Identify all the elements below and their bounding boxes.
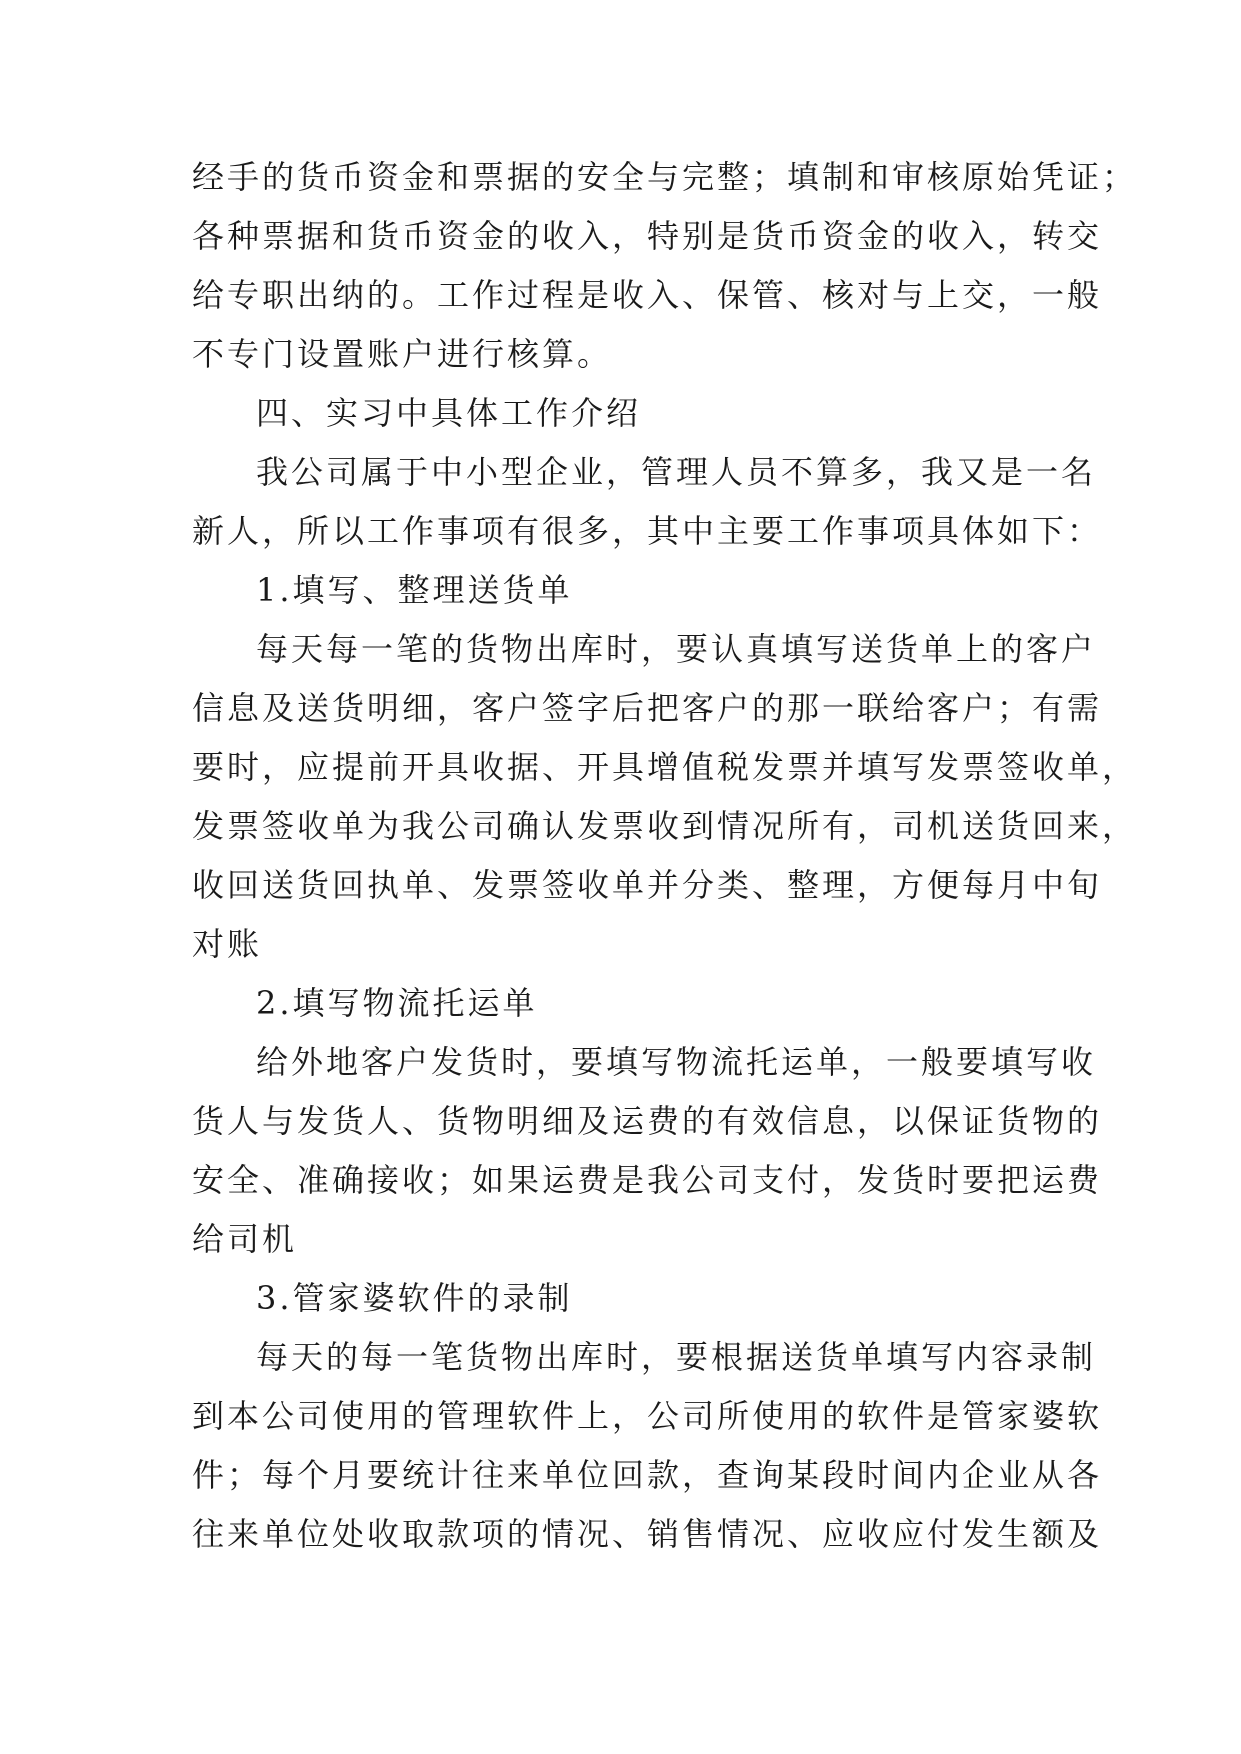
paragraph-line: 信息及送货明细，客户签字后把客户的那一联给客户；有需 xyxy=(192,689,1103,727)
paragraph-line: 到本公司使用的管理软件上，公司所使用的软件是管家婆软 xyxy=(192,1397,1103,1435)
paragraph-start-line: 2.填写物流托运单 xyxy=(256,984,538,1022)
paragraph-line: 给司机 xyxy=(192,1220,298,1258)
paragraph-start-line: 我公司属于中小型企业，管理人员不算多，我又是一名 xyxy=(256,453,1097,491)
paragraph-start-line: 给外地客户发货时，要填写物流托运单，一般要填写收 xyxy=(256,1043,1097,1081)
paragraph-line: 经手的货币资金和票据的安全与完整；填制和审核原始凭证； xyxy=(192,158,1138,196)
paragraph-line: 收回送货回执单、发票签收单并分类、整理，方便每月中旬 xyxy=(192,866,1103,904)
paragraph-line: 给专职出纳的。工作过程是收入、保管、核对与上交，一般 xyxy=(192,276,1103,314)
paragraph-start-line: 每天的每一笔货物出库时，要根据送货单填写内容录制 xyxy=(256,1338,1097,1376)
paragraph-line: 各种票据和货币资金的收入，特别是货币资金的收入，转交 xyxy=(192,217,1103,255)
paragraph-line: 新人，所以工作事项有很多，其中主要工作事项具体如下： xyxy=(192,512,1103,550)
paragraph-line: 货人与发货人、货物明细及运费的有效信息，以保证货物的 xyxy=(192,1102,1103,1140)
paragraph-line: 往来单位处收取款项的情况、销售情况、应收应付发生额及 xyxy=(192,1515,1103,1553)
paragraph-start-line: 四、实习中具体工作介绍 xyxy=(256,394,642,432)
paragraph-start-line: 每天每一笔的货物出库时，要认真填写送货单上的客户 xyxy=(256,630,1097,668)
paragraph-start-line: 1.填写、整理送货单 xyxy=(256,571,573,609)
paragraph-line: 不专门设置账户进行核算。 xyxy=(192,335,613,373)
paragraph-line: 要时，应提前开具收据、开具增值税发票并填写发票签收单， xyxy=(192,748,1138,786)
paragraph-line: 安全、准确接收；如果运费是我公司支付，发货时要把运费 xyxy=(192,1161,1103,1199)
paragraph-start-line: 3.管家婆软件的录制 xyxy=(256,1279,573,1317)
paragraph-line: 对账 xyxy=(192,925,263,963)
document-body xyxy=(192,148,1138,1564)
paragraph-line: 发票签收单为我公司确认发票收到情况所有，司机送货回来， xyxy=(192,807,1138,845)
paragraph-line: 件；每个月要统计往来单位回款，查询某段时间内企业从各 xyxy=(192,1456,1103,1494)
